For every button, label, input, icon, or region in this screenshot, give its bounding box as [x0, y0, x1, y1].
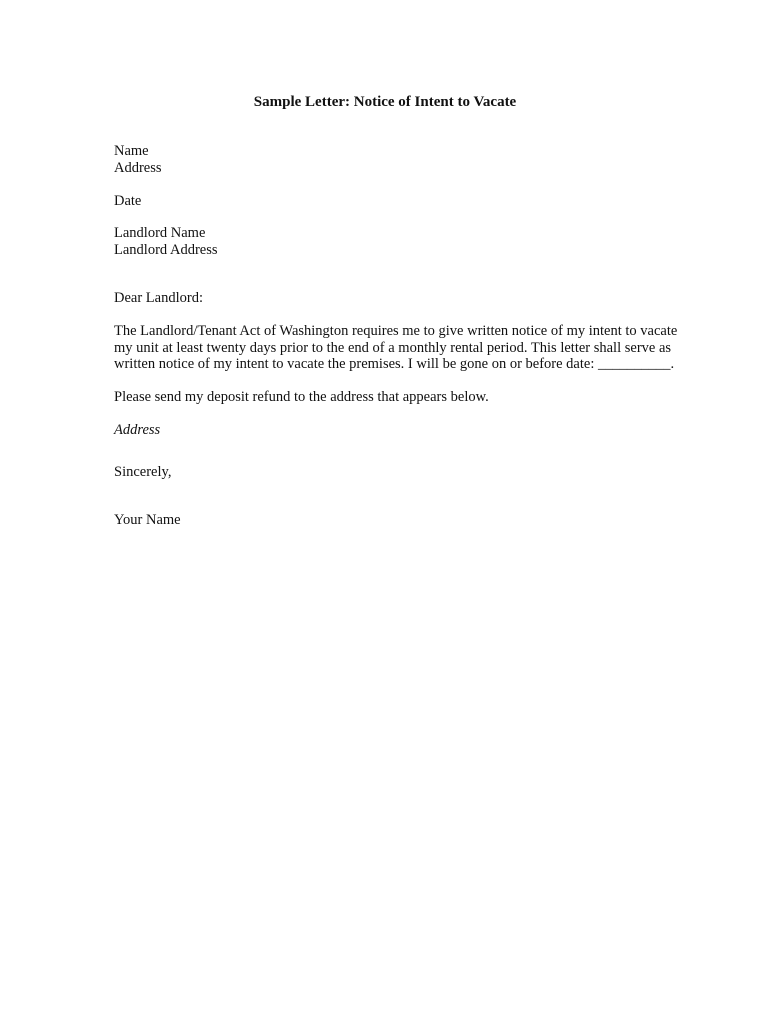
body-line: written notice of my intent to vacate the premises. I will be gone on or before date: __________.	[114, 356, 675, 372]
sender-address: Address	[114, 160, 162, 176]
closing: Sincerely,	[114, 464, 172, 480]
letter-title: Sample Letter: Notice of Intent to Vacate	[253, 94, 517, 110]
letter-date: Date	[114, 193, 142, 209]
sender-name: Name	[114, 143, 149, 159]
signature: Your Name	[114, 512, 181, 528]
deposit-request: Please send my deposit refund to the address that appears below.	[114, 389, 489, 405]
recipient-name: Landlord Name	[114, 225, 206, 241]
recipient-address: Landlord Address	[114, 242, 218, 258]
forwarding-address: Address	[114, 422, 161, 438]
body-line: my unit at least twenty days prior to the end of a monthly rental period. This letter shall serve as	[114, 340, 672, 356]
salutation: Dear Landlord:	[114, 290, 203, 306]
body-line: The Landlord/Tenant Act of Washington requires me to give written notice of my intent to vacate	[114, 323, 678, 339]
